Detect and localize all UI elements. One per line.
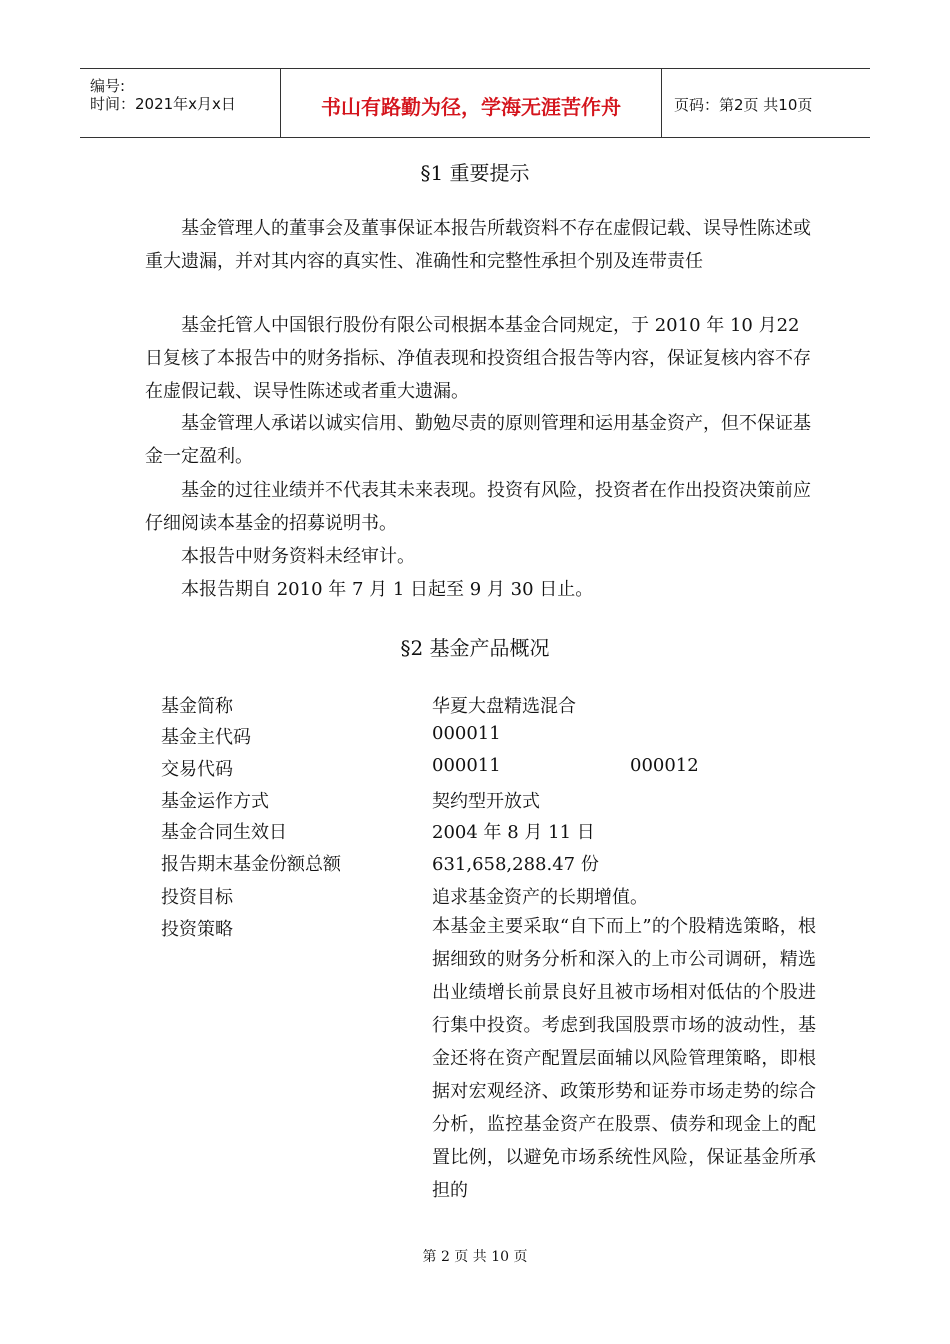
overview-label: 交易代码 [161,759,233,780]
investment-strategy-text: 本基金主要采取“自下而上”的个股精选策略，根据细致的财务分析和深入的上市公司调研，精选出业绩增长前景良好且被市场相对低估的个股进行集中投资。考虑到我国股票市场的波动性，基金还将在资产配置层面辅以风险管理策略，即根据对宏观经济、政策形势和证券市场走势的综合分析，监控基金资产在股票、债券和现金上的配置比例，以避免市场系统性风险，保证基金所承担的 [432,916,816,1201]
overview-label: 报告期末基金份额总额 [161,854,341,875]
overview-value-secondary: 000012 [630,755,699,776]
page-footer: 第 2 页 共 10 页 [422,1249,528,1265]
section1-title: §1 重要提示 [420,161,530,185]
section1-paragraph: 基金管理人承诺以诚实信用、勤勉尽责的原则管理和运用基金资产，但不保证基金一定盈利。 [145,413,811,467]
section1-paragraph: 本报告中财务资料未经审计。 [181,546,415,567]
overview-label: 基金主代码 [161,727,251,748]
overview-label: 基金简称 [161,696,233,717]
overview-value: 追求基金资产的长期增值。 [432,887,648,908]
section2-title: §2 基金产品概况 [400,636,550,660]
header-motto-cell [281,69,662,137]
header-meta-cell [80,69,281,137]
overview-value: 契约型开放式 [432,791,540,812]
overview-label: 投资策略 [161,919,233,940]
section1-paragraph: 基金的过往业绩并不代表其未来表现。投资有风险，投资者在作出投资决策前应仔细阅读本基金的招募说明书。 [145,480,811,534]
overview-label: 基金合同生效日 [161,822,287,843]
overview-value: 华夏大盘精选混合 [432,696,576,717]
section1-paragraph: 基金托管人中国银行股份有限公司根据本基金合同规定，于 2010 年 10 月22 日复核了本报告中的财务指标、净值表现和投资组合报告等内容，保证复核内容不存在虚假记载、误导性陈述或者重大遗漏。 [145,315,811,402]
overview-value: 2004 年 8 月 11 日 [432,822,595,843]
header-page-info: 页码：第2页 共10页 [674,96,813,114]
document-number-label: 编号: [90,77,126,95]
overview-value: 631,658,288.47 份 [432,854,599,875]
header-page-cell [662,69,870,137]
header-motto: 书山有路勤为径，学海无涯苦作舟 [321,95,621,119]
section1-paragraph: 本报告期自 2010 年 7 月 1 日起至 9 月 30 日止。 [181,579,594,600]
document-time-label: 时间：2021年x月x日 [90,95,236,113]
overview-value: 000011 [432,723,501,744]
overview-label: 基金运作方式 [161,791,269,812]
overview-label: 投资目标 [161,887,233,908]
overview-value: 000011 [432,755,501,776]
section1-paragraph: 基金管理人的董事会及董事保证本报告所载资料不存在虚假记载、误导性陈述或重大遗漏，并对其内容的真实性、准确性和完整性承担个别及连带责任 [145,218,811,272]
page-header [80,68,870,138]
